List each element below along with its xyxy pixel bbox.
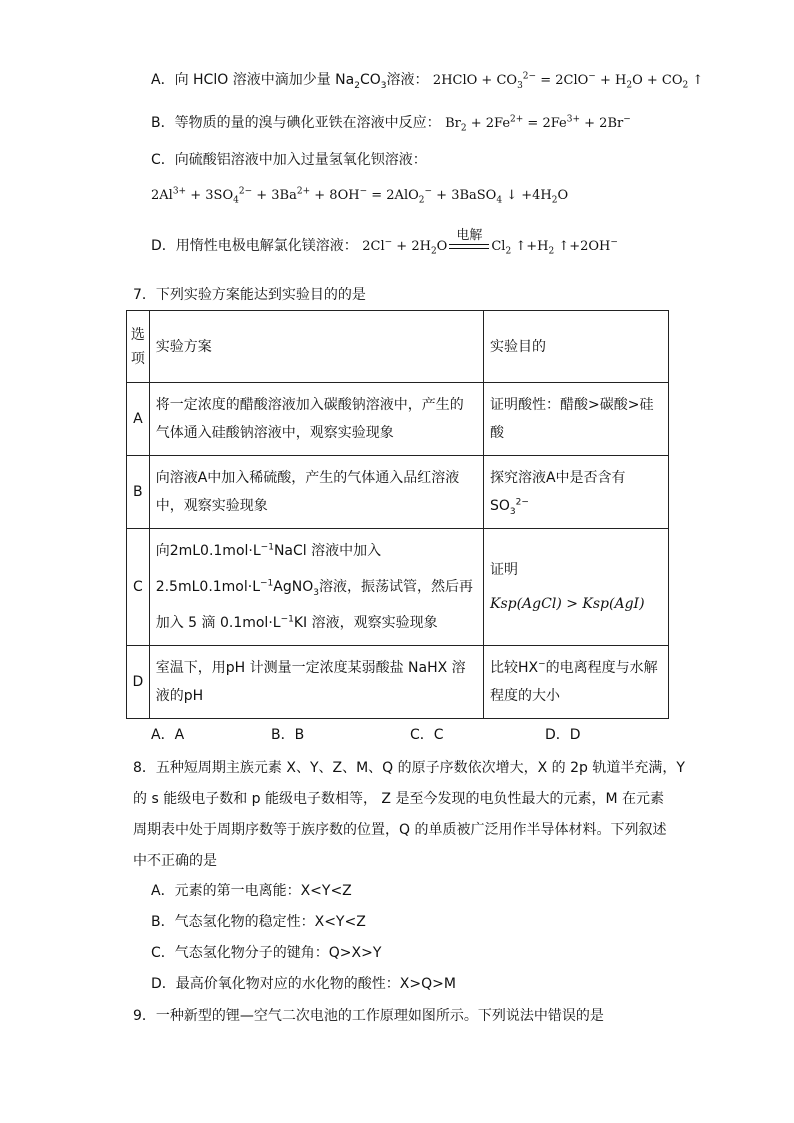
- question-8-line2: 的 s 能级电子数和 p 能级电子数相等， Z 是至今发现的电负性最大的元素，M 在元素: [133, 791, 664, 807]
- experiment-table: [126, 310, 669, 719]
- option-8b: B．气态氢化物的稳定性：X<Y<Z: [151, 914, 366, 930]
- equation-6b: $Br_2 + 2Fe^{2+} = 2Fe^{3+} + 2Br^-$: [445, 114, 631, 134]
- table-row: D 室温下，用pH 计测量一定浓度某弱酸盐 NaHX 溶液的pH 比较HX−的电离程度与水解程度的大小: [127, 646, 669, 719]
- table-header-row: [127, 311, 669, 383]
- choice-7c: C．C: [410, 727, 444, 743]
- equation-6d: $2Cl^- + 2H_2O$ 电解 $Cl_2$ $↑+H_2$ ↑+2OH−: [362, 228, 618, 257]
- choice-7b: B．B: [271, 727, 305, 743]
- question-8-line1: 8．五种短周期主族元素 X、Y、Z、M、Q 的原子序数依次增大，X 的 2p 轨道半充满，Y: [133, 760, 685, 776]
- header-option: 选 项: [127, 311, 150, 383]
- equation-6a: 2HClO + $CO_3^{2-} = 2ClO^- + H_2O + CO_2$ ↑: [432, 71, 704, 91]
- question-8-line3: 周期表中处于周期序数等于族序数的位置，Q 的单质被广泛用作半导体材料。下列叙述: [133, 822, 667, 838]
- equation-6c: $2Al^{3+} + 3SO_4^{2-} + 3Ba^{2+} + 8OH^- = 2AlO_2^-$ + 3BaSO$_4$ ↓ $+4H_2O$: [151, 186, 569, 206]
- option-8a: A．元素的第一电离能：X<Y<Z: [151, 883, 352, 899]
- choice-7d: D．D: [545, 727, 581, 743]
- question-8-line4: 中不正确的是: [133, 853, 217, 869]
- option-6b: B．等物质的量的溴与碘化亚铁在溶液中反应： $Br_2 + 2Fe^{2+} = 2Fe^{3+} + 2Br^-$: [151, 114, 631, 134]
- choice-7a: A．A: [151, 727, 185, 743]
- option-8d: D．最高价氧化物对应的水化物的酸性：X>Q>M: [151, 976, 456, 992]
- table-row: A 将一定浓度的醋酸溶液加入碳酸钠溶液中，产生的气体通入硅酸钠溶液中，观察实验现象 证明酸性：醋酸>碳酸>硅酸: [127, 383, 669, 456]
- question-7-stem: 7．下列实验方案能达到实验目的的是: [133, 287, 366, 303]
- question-9-stem: 9．一种新型的锂—空气二次电池的工作原理如图所示。下列说法中错误的是: [133, 1008, 604, 1024]
- option-8c: C．气态氢化物分子的键角：Q>X>Y: [151, 945, 382, 961]
- option-6d: D．用惰性电极电解氯化镁溶液： $2Cl^- + 2H_2O$ 电解 $Cl_2$ $↑+H_2$ ↑+2OH−: [151, 228, 618, 257]
- option-6c: C．向硫酸铝溶液中加入过量氢氧化钡溶液：: [151, 152, 427, 168]
- table-row: B 向溶液A中加入稀硫酸，产生的气体通入品红溶液中，观察实验现象 探究溶液A中是否含有$SO_3^{2-}$: [127, 456, 669, 529]
- option-6a: A．向 HClO 溶液中滴加少量 $Na_2CO_3$溶液： 2HClO + $CO_3^{2-} = 2ClO^- + H_2O + CO_2$ ↑: [151, 71, 704, 91]
- header-purpose: 实验目的: [483, 311, 668, 383]
- table-row: C 向$2mL0.1mol\cdot L^{-1}NaCl$ 溶液中加入 $2.5mL0.1mol\cdot L^{-1}AgNO_3$溶液，振荡试管，然后再加入 5 滴 $0.1mol\cdot L^{-1}KI$ 溶液，观察实验现象 证明 Ksp(AgCl) > Ksp(AgI): [127, 529, 669, 646]
- header-plan: 实验方案: [149, 311, 483, 383]
